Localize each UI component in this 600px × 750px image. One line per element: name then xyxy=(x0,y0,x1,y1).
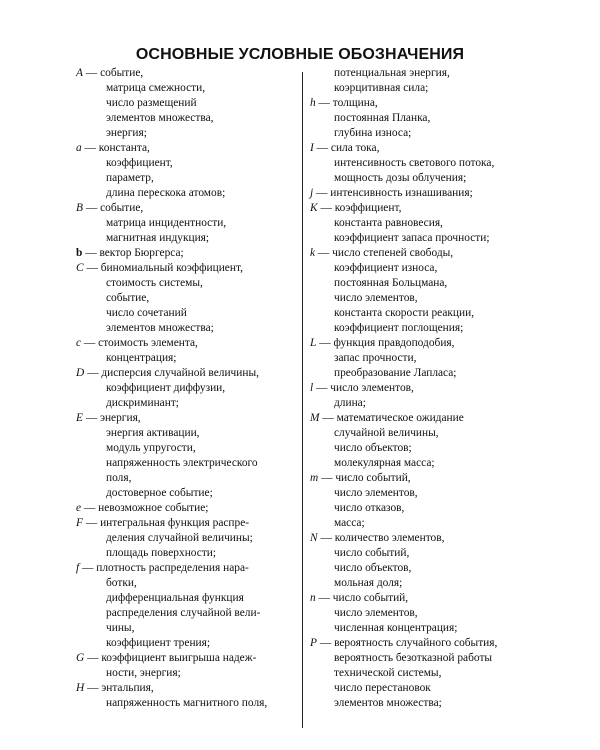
entry-continuation-line: распределения случайной вели- xyxy=(106,607,261,619)
entry-dash: — xyxy=(82,247,100,259)
entry-first-line xyxy=(310,336,534,351)
entry-continuation-line: дискриминант; xyxy=(106,397,179,409)
glossary-entry xyxy=(76,501,300,516)
entry-dash: — xyxy=(319,412,337,424)
entry-continuation-line: численная концентрация; xyxy=(334,622,458,634)
glossary-entry xyxy=(76,336,300,366)
entry-meaning: математическое ожидание xyxy=(336,412,464,424)
entry-dash: — xyxy=(313,382,331,394)
glossary-entry xyxy=(310,531,534,591)
entry-continuation-line: длина; xyxy=(334,397,366,409)
entry-continuation-line: число событий, xyxy=(334,547,410,559)
entry-continuation-line: напряженность магнитного поля, xyxy=(106,697,268,709)
entry-continuation-line: чины, xyxy=(106,622,135,634)
entry-continuation-line: случайной величины, xyxy=(334,427,439,439)
entry-continuation-line: число объектов, xyxy=(334,562,412,574)
entry-continuation-line: матрица смежности, xyxy=(106,82,206,94)
entry-first-line xyxy=(76,681,300,696)
entry-meaning: энергия, xyxy=(100,412,141,424)
glossary-entry xyxy=(310,96,534,141)
glossary-entry xyxy=(76,651,300,681)
glossary-entry xyxy=(310,591,534,636)
entry-symbol: h xyxy=(310,97,316,109)
entry-dash: — xyxy=(315,97,333,109)
entry-symbol: A xyxy=(76,67,83,79)
glossary-entry xyxy=(76,561,300,651)
entry-continuation-line: преобразование Лапласа; xyxy=(334,367,457,379)
entry-meaning: дисперсия случайной величины, xyxy=(101,367,259,379)
glossary-entry xyxy=(310,636,534,711)
entry-continuation-line: константа равновесия, xyxy=(334,217,443,229)
entry-symbol: P xyxy=(310,637,317,649)
entry-meaning: число событий, xyxy=(335,472,411,484)
entry-first-line xyxy=(310,591,534,606)
entry-continuation-line: событие, xyxy=(106,292,150,304)
entry-symbol: a xyxy=(76,142,82,154)
entry-symbol: G xyxy=(76,652,85,664)
entry-dash: — xyxy=(83,262,101,274)
entry-continuation-line: коэффициент износа, xyxy=(334,262,438,274)
entry-first-line xyxy=(76,261,300,276)
entry-continuation-line: постоянная Больцмана, xyxy=(334,277,448,289)
entry-meaning: невозможное событие; xyxy=(98,502,209,514)
glossary-entry xyxy=(310,336,534,381)
entry-meaning: константа, xyxy=(98,142,150,154)
entry-first-line xyxy=(310,411,534,426)
entry-symbol: e xyxy=(76,502,82,514)
entry-first-line xyxy=(76,201,300,216)
entry-symbol: b xyxy=(76,247,83,259)
glossary-entry xyxy=(310,201,534,246)
entry-dash: — xyxy=(316,337,334,349)
glossary-entry xyxy=(310,381,534,411)
glossary-entry xyxy=(310,471,534,531)
glossary-entry xyxy=(310,246,534,336)
entry-symbol: j xyxy=(310,187,314,199)
entry-symbol: I xyxy=(310,142,314,154)
entry-dash: — xyxy=(81,142,99,154)
entry-continuation-line: глубина износа; xyxy=(334,127,412,139)
entry-continuation-line: коэффициент трения; xyxy=(106,637,211,649)
glossary-entry xyxy=(76,261,300,336)
entry-continuation-line: запас прочности, xyxy=(334,352,417,364)
entry-dash: — xyxy=(317,202,335,214)
entry-continuation-line: ботки, xyxy=(106,577,137,589)
entry-continuation-line: молекулярная масса; xyxy=(334,457,435,469)
entry-symbol: k xyxy=(310,247,316,259)
entry-first-line xyxy=(310,381,534,396)
entry-meaning: число степеней свободы, xyxy=(332,247,454,259)
entry-continuation-line: концентрация; xyxy=(106,352,177,364)
entry-symbol: f xyxy=(76,562,80,574)
entry-dash: — xyxy=(84,682,102,694)
entry-symbol: L xyxy=(310,337,317,349)
entry-continuation-line: число элементов, xyxy=(334,607,418,619)
entry-symbol: H xyxy=(76,682,85,694)
entry-continuation-line: ности, энергия; xyxy=(106,667,181,679)
entry-dash: — xyxy=(84,367,102,379)
entry-meaning: число событий, xyxy=(332,592,409,604)
entry-meaning: интегральная функция распре- xyxy=(100,517,250,529)
glossary-entry xyxy=(76,246,300,261)
column-divider xyxy=(302,72,303,728)
entry-continuation-line: число перестановок xyxy=(334,682,431,694)
entry-continuation-line: элементов множества; xyxy=(106,322,214,334)
entry-first-line xyxy=(310,186,534,201)
entry-continuation-line: технической системы, xyxy=(334,667,442,679)
entry-meaning: вектор Бюргерса; xyxy=(99,247,184,259)
entry-symbol: M xyxy=(310,412,320,424)
right-column xyxy=(310,66,534,711)
entry-continuation-line: мощность дозы облучения; xyxy=(334,172,467,184)
entry-meaning: интенсивность изнашивания; xyxy=(330,187,473,199)
entry-meaning: число элементов, xyxy=(330,382,414,394)
entry-dash: — xyxy=(81,337,99,349)
entry-symbol: m xyxy=(310,472,319,484)
entry-dash: — xyxy=(82,517,101,529)
entry-first-line xyxy=(76,66,300,81)
entry-continuation-line: константа скорости реакции, xyxy=(334,307,475,319)
entry-continuation-line: элементов множества; xyxy=(334,697,442,709)
entry-meaning: энтальпия, xyxy=(101,682,154,694)
entry-meaning: коэффициент выигрыша надеж- xyxy=(101,652,257,664)
entry-continuation-line: коэрцитивная сила; xyxy=(334,82,429,94)
glossary-entry xyxy=(76,366,300,411)
entry-continuation-line: число элементов, xyxy=(334,292,418,304)
entry-continuation-line: вероятность безотказной работы xyxy=(334,652,493,664)
entry-first-line xyxy=(76,246,300,261)
entry-continuation-line: модуль упругости, xyxy=(106,442,196,454)
entry-continuation-line: поля, xyxy=(106,472,132,484)
entry-continuation-line: длина перескока атомов; xyxy=(106,187,226,199)
entry-continuation-line: стоимость системы, xyxy=(106,277,203,289)
entry-continuation-line: мольная доля; xyxy=(334,577,403,589)
entry-first-line xyxy=(76,141,300,156)
entry-dash: — xyxy=(84,652,102,664)
entry-first-line xyxy=(310,636,534,651)
entry-first-line xyxy=(310,531,534,546)
page-title: ОСНОВНЫЕ УСЛОВНЫЕ ОБОЗНАЧЕНИЯ xyxy=(135,46,465,63)
entry-first-line xyxy=(310,246,534,261)
entry-first-line xyxy=(310,471,534,486)
glossary-entry xyxy=(310,186,534,201)
entry-continuation-line: энергия активации, xyxy=(106,427,200,439)
entry-first-line xyxy=(310,201,534,216)
entry-continuation-line: постоянная Планка, xyxy=(334,112,431,124)
glossary-entry xyxy=(76,201,300,246)
glossary-entry xyxy=(310,66,534,96)
entry-meaning: стоимость элемента, xyxy=(98,337,198,349)
entry-symbol: l xyxy=(310,382,314,394)
entry-continuation-line: масса; xyxy=(334,517,365,529)
entry-meaning: толщина, xyxy=(332,97,378,109)
entry-continuation-line: матрица инцидентности, xyxy=(106,217,227,229)
entry-first-line xyxy=(76,501,300,516)
entry-dash: — xyxy=(317,532,335,544)
entry-dash: — xyxy=(81,502,99,514)
entry-continuation-line: магнитная индукция; xyxy=(106,232,210,244)
entry-dash: — xyxy=(82,67,101,79)
entry-continuation-line: деления случайной величины; xyxy=(106,532,253,544)
entry-symbol: E xyxy=(76,412,83,424)
entry-first-line xyxy=(310,141,534,156)
entry-first-line xyxy=(76,411,300,426)
entry-first-line xyxy=(76,336,300,351)
entry-symbol: F xyxy=(76,517,83,529)
entry-continuation-line: коэффициент запаса прочности; xyxy=(334,232,490,244)
entry-continuation-line: коэффициент, xyxy=(106,157,173,169)
entry-continuation-line: достоверное событие; xyxy=(106,487,213,499)
entry-meaning: количество элементов, xyxy=(334,532,445,544)
entry-continuation-line: коэффициент поглощения; xyxy=(334,322,464,334)
entry-first-line xyxy=(310,96,534,111)
entry-continuation-line: потенциальная энергия, xyxy=(334,67,450,79)
entry-dash: — xyxy=(79,562,97,574)
entry-dash: — xyxy=(318,472,336,484)
entry-symbol: B xyxy=(76,202,83,214)
glossary-entry xyxy=(76,681,300,711)
entry-continuation-line: число размещений xyxy=(106,97,197,109)
glossary-entry xyxy=(76,141,300,201)
glossary-entry xyxy=(76,411,300,501)
entry-symbol: C xyxy=(76,262,84,274)
entry-continuation-line: параметр, xyxy=(106,172,154,184)
entry-meaning: биномиальный коэффициент, xyxy=(100,262,243,274)
entry-dash: — xyxy=(315,247,333,259)
entry-continuation-line: энергия; xyxy=(106,127,147,139)
entry-meaning: вероятность случайного события, xyxy=(334,637,498,649)
entry-continuation-line: число элементов, xyxy=(334,487,418,499)
entry-continuation-line: число объектов; xyxy=(334,442,412,454)
entry-meaning: событие, xyxy=(100,67,144,79)
entry-first-line xyxy=(76,651,300,666)
entry-dash: — xyxy=(313,142,331,154)
glossary-entry xyxy=(76,516,300,561)
entry-symbol: c xyxy=(76,337,82,349)
glossary-entry xyxy=(76,66,300,141)
entry-symbol: N xyxy=(310,532,318,544)
entry-dash: — xyxy=(82,412,101,424)
entry-dash: — xyxy=(316,637,335,649)
entry-meaning: функция правдоподобия, xyxy=(333,337,455,349)
glossary-entry xyxy=(310,411,534,471)
entry-continuation-line: дифференциальная функция xyxy=(106,592,244,604)
glossary-entry xyxy=(310,141,534,186)
entry-dash: — xyxy=(313,187,331,199)
entry-symbol: K xyxy=(310,202,318,214)
entry-continuation-line: число сочетаний xyxy=(106,307,187,319)
entry-continuation-line: интенсивность светового потока, xyxy=(334,157,495,169)
entry-continuation-line: коэффициент диффузии, xyxy=(106,382,226,394)
entry-first-line xyxy=(76,516,300,531)
entry-meaning: плотность распределения нара- xyxy=(96,562,249,574)
entry-symbol: n xyxy=(310,592,316,604)
left-column xyxy=(76,66,300,711)
entry-dash: — xyxy=(82,202,101,214)
entry-first-line xyxy=(76,561,300,576)
entry-continuation-line: элементов множества, xyxy=(106,112,214,124)
entry-meaning: событие, xyxy=(100,202,144,214)
entry-continuation-line: площадь поверхности; xyxy=(106,547,217,559)
entry-dash: — xyxy=(315,592,333,604)
entry-meaning: сила тока, xyxy=(330,142,380,154)
entry-continuation-line: число отказов, xyxy=(334,502,405,514)
entry-first-line xyxy=(76,366,300,381)
entry-meaning: коэффициент, xyxy=(334,202,402,214)
entry-continuation-line: напряженность электрического xyxy=(106,457,258,469)
entry-symbol: D xyxy=(76,367,85,379)
